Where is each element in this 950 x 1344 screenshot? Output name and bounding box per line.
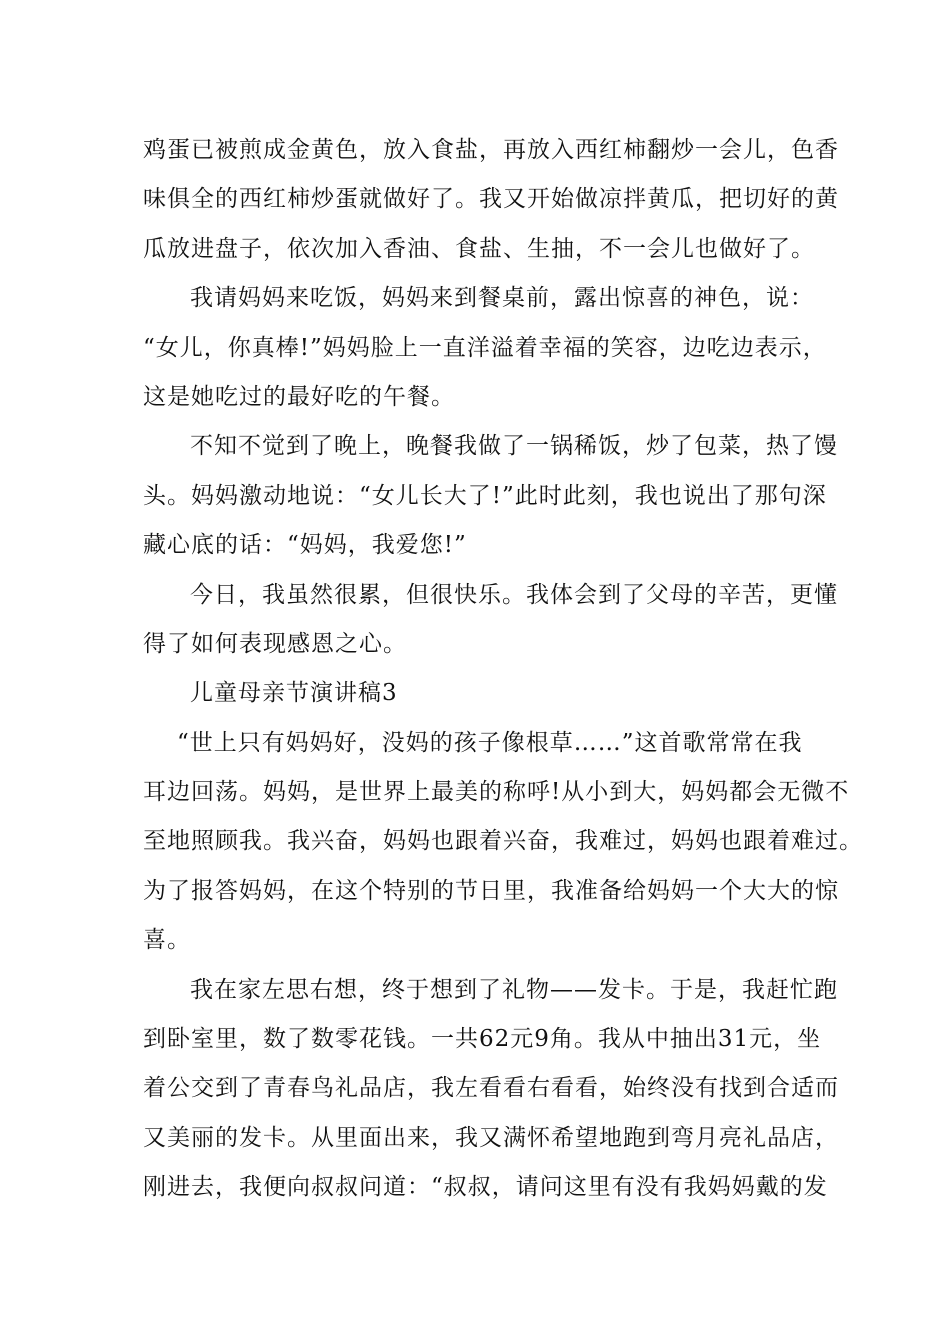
text-line: 今日，我虽然很累，但很快乐。我体会到了父母的辛苦，更懂 — [190, 581, 838, 608]
text-line: 喜。 — [143, 927, 191, 954]
text-line: “女儿，你真棒!”妈妈脸上一直洋溢着幸福的笑容，边吃边表示， — [143, 334, 827, 361]
section-heading: 儿童母亲节演讲稿3 — [190, 680, 398, 707]
text-line: 又美丽的发卡。从里面出来，我又满怀希望地跑到弯月亮礼品店， — [143, 1124, 839, 1151]
text-line: 我请妈妈来吃饭，妈妈来到餐桌前，露出惊喜的神色，说： — [190, 285, 814, 312]
text-line: 味俱全的西红柿炒蛋就做好了。我又开始做凉拌黄瓜，把切好的黄 — [143, 186, 839, 213]
text-line: 耳边回荡。妈妈，是世界上最美的称呼!从小到大，妈妈都会无微不 — [143, 779, 850, 806]
text-line: 鸡蛋已被煎成金黄色，放入食盐，再放入西红柿翻炒一会儿，色香 — [143, 137, 839, 163]
text-line: 不知不觉到了晚上，晚餐我做了一锅稀饭，炒了包菜，热了馒 — [190, 433, 838, 460]
text-line: 至地照顾我。我兴奋，妈妈也跟着兴奋，我难过，妈妈也跟着难过。 — [143, 828, 863, 855]
text-line: 为了报答妈妈，在这个特别的节日里，我准备给妈妈一个大大的惊 — [143, 877, 839, 904]
text-line: 着公交到了青春鸟礼品店，我左看看右看看，始终没有找到合适而 — [143, 1075, 839, 1102]
text-line: 藏心底的话：“妈妈，我爱您!” — [143, 532, 467, 559]
text-line: 得了如何表现感恩之心。 — [143, 630, 407, 657]
text-line: 瓜放进盘子，依次加入香油、食盐、生抽，不一会儿也做好了。 — [143, 235, 815, 262]
text-line: 这是她吃过的最好吃的午餐。 — [143, 383, 455, 410]
text-line: “世上只有妈妈好，没妈的孩子像根草……”这首歌常常在我 — [177, 729, 803, 756]
text-line: 到卧室里，数了数零花钱。一共62元9角。我从中抽出31元，坐 — [143, 1026, 822, 1053]
body-text — [143, 130, 863, 1217]
text-line: 头。妈妈激动地说：“女儿长大了!”此时此刻，我也说出了那句深 — [143, 482, 827, 509]
text-line: 我在家左思右想，终于想到了礼物——发卡。于是，我赶忙跑 — [190, 976, 838, 1003]
text-line: 刚进去，我便向叔叔问道：“叔叔，请问这里有没有我妈妈戴的发 — [143, 1174, 828, 1201]
